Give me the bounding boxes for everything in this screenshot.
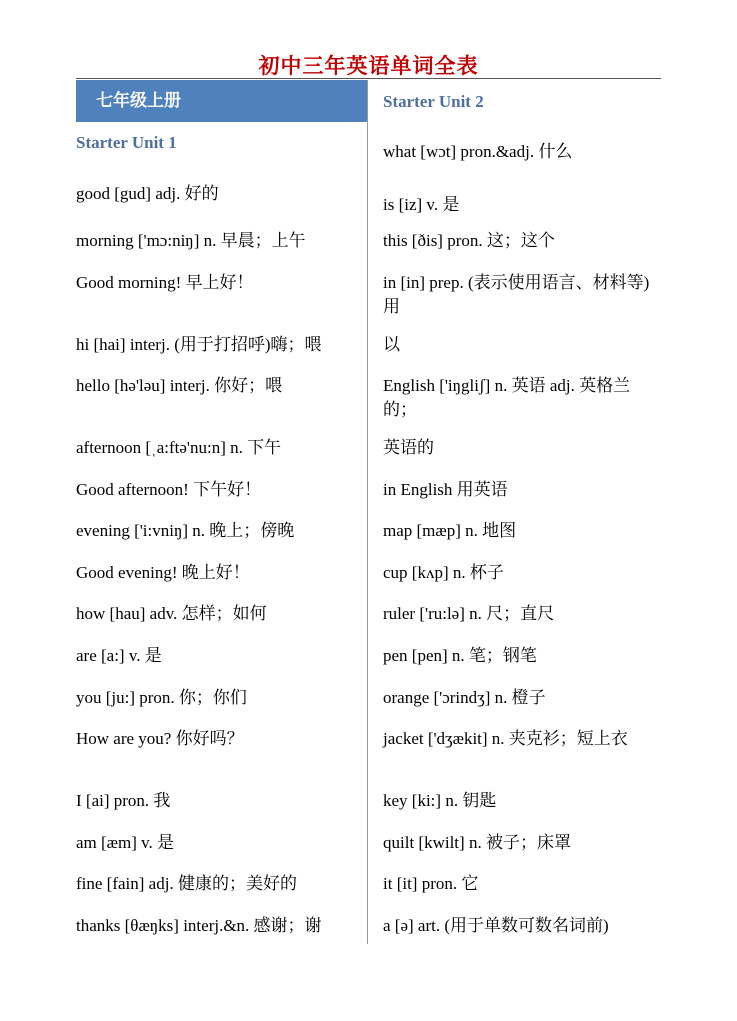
vocab-entry: it [it] pron. 它 bbox=[383, 874, 479, 893]
vocab-entry: cup [kʌp] n. 杯子 bbox=[383, 563, 504, 582]
vocab-entry: quilt [kwilt] n. 被子；床罩 bbox=[383, 833, 571, 852]
left-column-header: 七年级上册 bbox=[76, 80, 367, 122]
document-title: 初中三年英语单词全表 bbox=[258, 54, 479, 78]
vocab-entry: How are you? 你好吗？ bbox=[76, 729, 244, 748]
vocab-entry: thanks [θæŋks] interj.&n. 感谢；谢 bbox=[76, 916, 322, 935]
vocab-entry: Good afternoon! 下午好！ bbox=[76, 480, 262, 499]
vocab-entry: in [in] prep. (表示使用语言、材料等)用 bbox=[383, 273, 650, 316]
vocab-entry: key [ki:] n. 钥匙 bbox=[383, 791, 497, 810]
vocab-entry: you [ju:] pron. 你；你们 bbox=[76, 688, 247, 707]
vocab-entry: map [mæp] n. 地图 bbox=[383, 521, 517, 540]
vocab-entry: am [æm] v. 是 bbox=[76, 833, 175, 852]
vocab-entry: jacket ['dʒækit] n. 夹克衫；短上衣 bbox=[383, 729, 628, 748]
vocab-entry: Good evening! 晚上好！ bbox=[76, 563, 250, 582]
right-unit-heading: Starter Unit 2 bbox=[383, 92, 484, 111]
vocab-entry: hello [hə'ləu] interj. 你好；喂 bbox=[76, 376, 283, 395]
vocab-entry: English ['iŋgliʃ] n. 英语 adj. 英格兰的； bbox=[383, 376, 631, 419]
vocab-entry: 以 bbox=[383, 335, 400, 354]
vocab-entry: evening ['i:vniŋ] n. 晚上；傍晚 bbox=[76, 521, 295, 540]
title-underline bbox=[76, 78, 661, 79]
vocab-entry: Good morning! 早上好！ bbox=[76, 273, 254, 292]
vocab-entry: fine [fain] adj. 健康的；美好的 bbox=[76, 874, 297, 893]
vocab-entry: is [iz] v. 是 bbox=[383, 195, 460, 214]
vocab-entry: 英语的 bbox=[383, 438, 434, 457]
vocab-entry: what [wɔt] pron.&adj. 什么 bbox=[383, 142, 573, 161]
vocab-entry: I [ai] pron. 我 bbox=[76, 791, 171, 810]
vocab-entry: orange ['ɔrindʒ] n. 橙子 bbox=[383, 688, 546, 707]
vocab-entry: how [hau] adv. 怎样；如何 bbox=[76, 604, 267, 623]
vocab-entry: pen [pen] n. 笔；钢笔 bbox=[383, 646, 537, 665]
vocab-entry: afternoon [ˌa:ftə'nu:n] n. 下午 bbox=[76, 438, 282, 457]
vocab-entry: hi [hai] interj. (用于打招呼)嗨；喂 bbox=[76, 335, 322, 354]
vocab-entry: this [ðis] pron. 这；这个 bbox=[383, 231, 555, 250]
column-divider bbox=[367, 80, 368, 944]
left-unit-heading: Starter Unit 1 bbox=[76, 133, 177, 152]
vocab-entry: a [ə] art. (用于单数可数名词前) bbox=[383, 916, 609, 935]
vocab-entry: ruler ['ru:lə] n. 尺；直尺 bbox=[383, 604, 555, 623]
vocab-entry: are [a:] v. 是 bbox=[76, 646, 162, 665]
vocab-entry: good [gud] adj. 好的 bbox=[76, 184, 219, 203]
vocab-entry: morning ['mɔ:niŋ] n. 早晨；上午 bbox=[76, 231, 306, 250]
vocab-entry: in English 用英语 bbox=[383, 480, 508, 499]
